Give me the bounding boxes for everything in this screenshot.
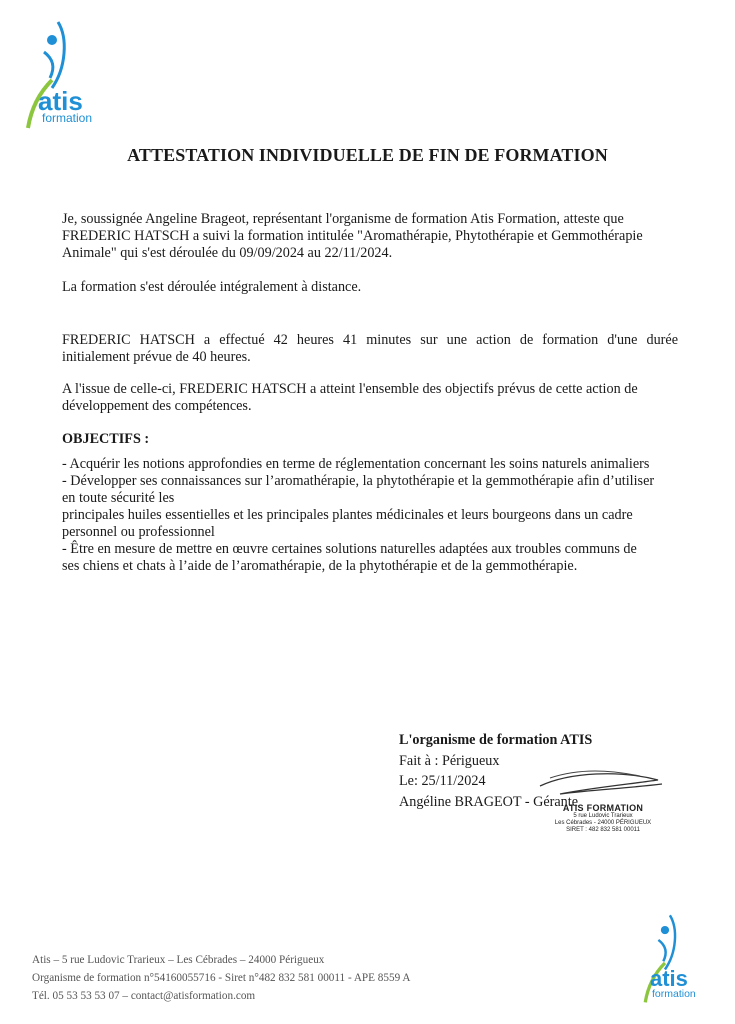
objective-line: ses chiens et chats à l’aide de l’aromathérapie, de la phytothérapie et de la gemmothérapie. (62, 558, 578, 574)
text-line: FREDERIC HATSCH a suivi la formation intitulée "Aromathérapie, Phytothérapie et Gemmothérapie (62, 228, 643, 244)
stamp-line: 5 rue Ludovic Trarieux (573, 813, 633, 819)
logo-word: atis (650, 966, 688, 991)
text-line: FREDERIC HATSCH a effectué 42 heures 41 minutes sur une action de formation d'une durée (62, 332, 678, 348)
footer-contact: Tél. 05 53 53 53 07 – contact@atisformation.com (32, 990, 256, 1002)
signature-date: Le: 25/11/2024 (399, 773, 486, 789)
atis-logo-top (22, 18, 104, 130)
signature-place: Fait à : Périgueux (399, 752, 500, 769)
objective-line: - Développer ses connaissances sur l’aromathérapie, la phytothérapie et la gemmothérapie afin d’utiliser (62, 473, 655, 489)
paragraph-objectives-reached (62, 381, 678, 415)
signature-org: L'organisme de formation ATIS (399, 732, 593, 748)
objective-line: personnel ou professionnel (62, 524, 215, 540)
objective-line: - Acquérir les notions approfondies en terme de réglementation concernant les soins naturels animaliers (62, 456, 650, 472)
objectives-list (62, 456, 678, 575)
company-stamp (548, 803, 658, 834)
paragraph-hours (62, 332, 678, 366)
footer (32, 951, 410, 1005)
stamp-line: Les Cébrades - 24000 PÉRIGUEUX (554, 820, 652, 826)
paragraph-distance: La formation s'est déroulée intégralement à distance. (62, 279, 362, 295)
objective-line: principales huiles essentielles et les principales plantes médicinales et leurs bourgeons dans un cadre (62, 507, 633, 523)
document-title: ATTESTATION INDIVIDUELLE DE FIN DE FORMATION (127, 145, 608, 165)
objectives-heading: OBJECTIFS : (62, 431, 150, 447)
logo-word: atis (38, 86, 83, 116)
logo-sub: formation (42, 111, 93, 125)
objective-line: en toute sécurité les (62, 490, 175, 506)
footer-registration: Organisme de formation n°54160055716 - Siret n°482 832 581 00011 - APE 8559 A (32, 972, 411, 984)
signature-name: Angéline BRAGEOT - Gérante (399, 793, 579, 810)
footer-address: Atis – 5 rue Ludovic Trarieux – Les Cébrades – 24000 Périgueux (32, 954, 325, 966)
logo-sub: formation (652, 988, 696, 1000)
text-line: Je, soussignée Angeline Brageot, représentant l'organisme de formation Atis Formation, atteste que (62, 211, 624, 227)
text-line: A l'issue de celle-ci, FREDERIC HATSCH a atteint l'ensemble des objectifs prévus de cette action de (62, 381, 638, 397)
stamp-name: ATIS FORMATION (562, 803, 644, 813)
text-line: initialement prévue de 40 heures. (62, 349, 251, 365)
atis-logo-bottom (636, 912, 712, 1004)
paragraph-attestation (62, 211, 678, 262)
text-line: Animale" qui s'est déroulée du 09/09/2024 au 22/11/2024. (62, 245, 393, 261)
objective-line: - Être en mesure de mettre en œuvre certaines solutions naturelles adaptées aux troubles communs de (62, 541, 637, 557)
stamp-line: SIRET : 482 832 581 00011 (566, 827, 640, 833)
text-line: développement des compétences. (62, 398, 252, 414)
